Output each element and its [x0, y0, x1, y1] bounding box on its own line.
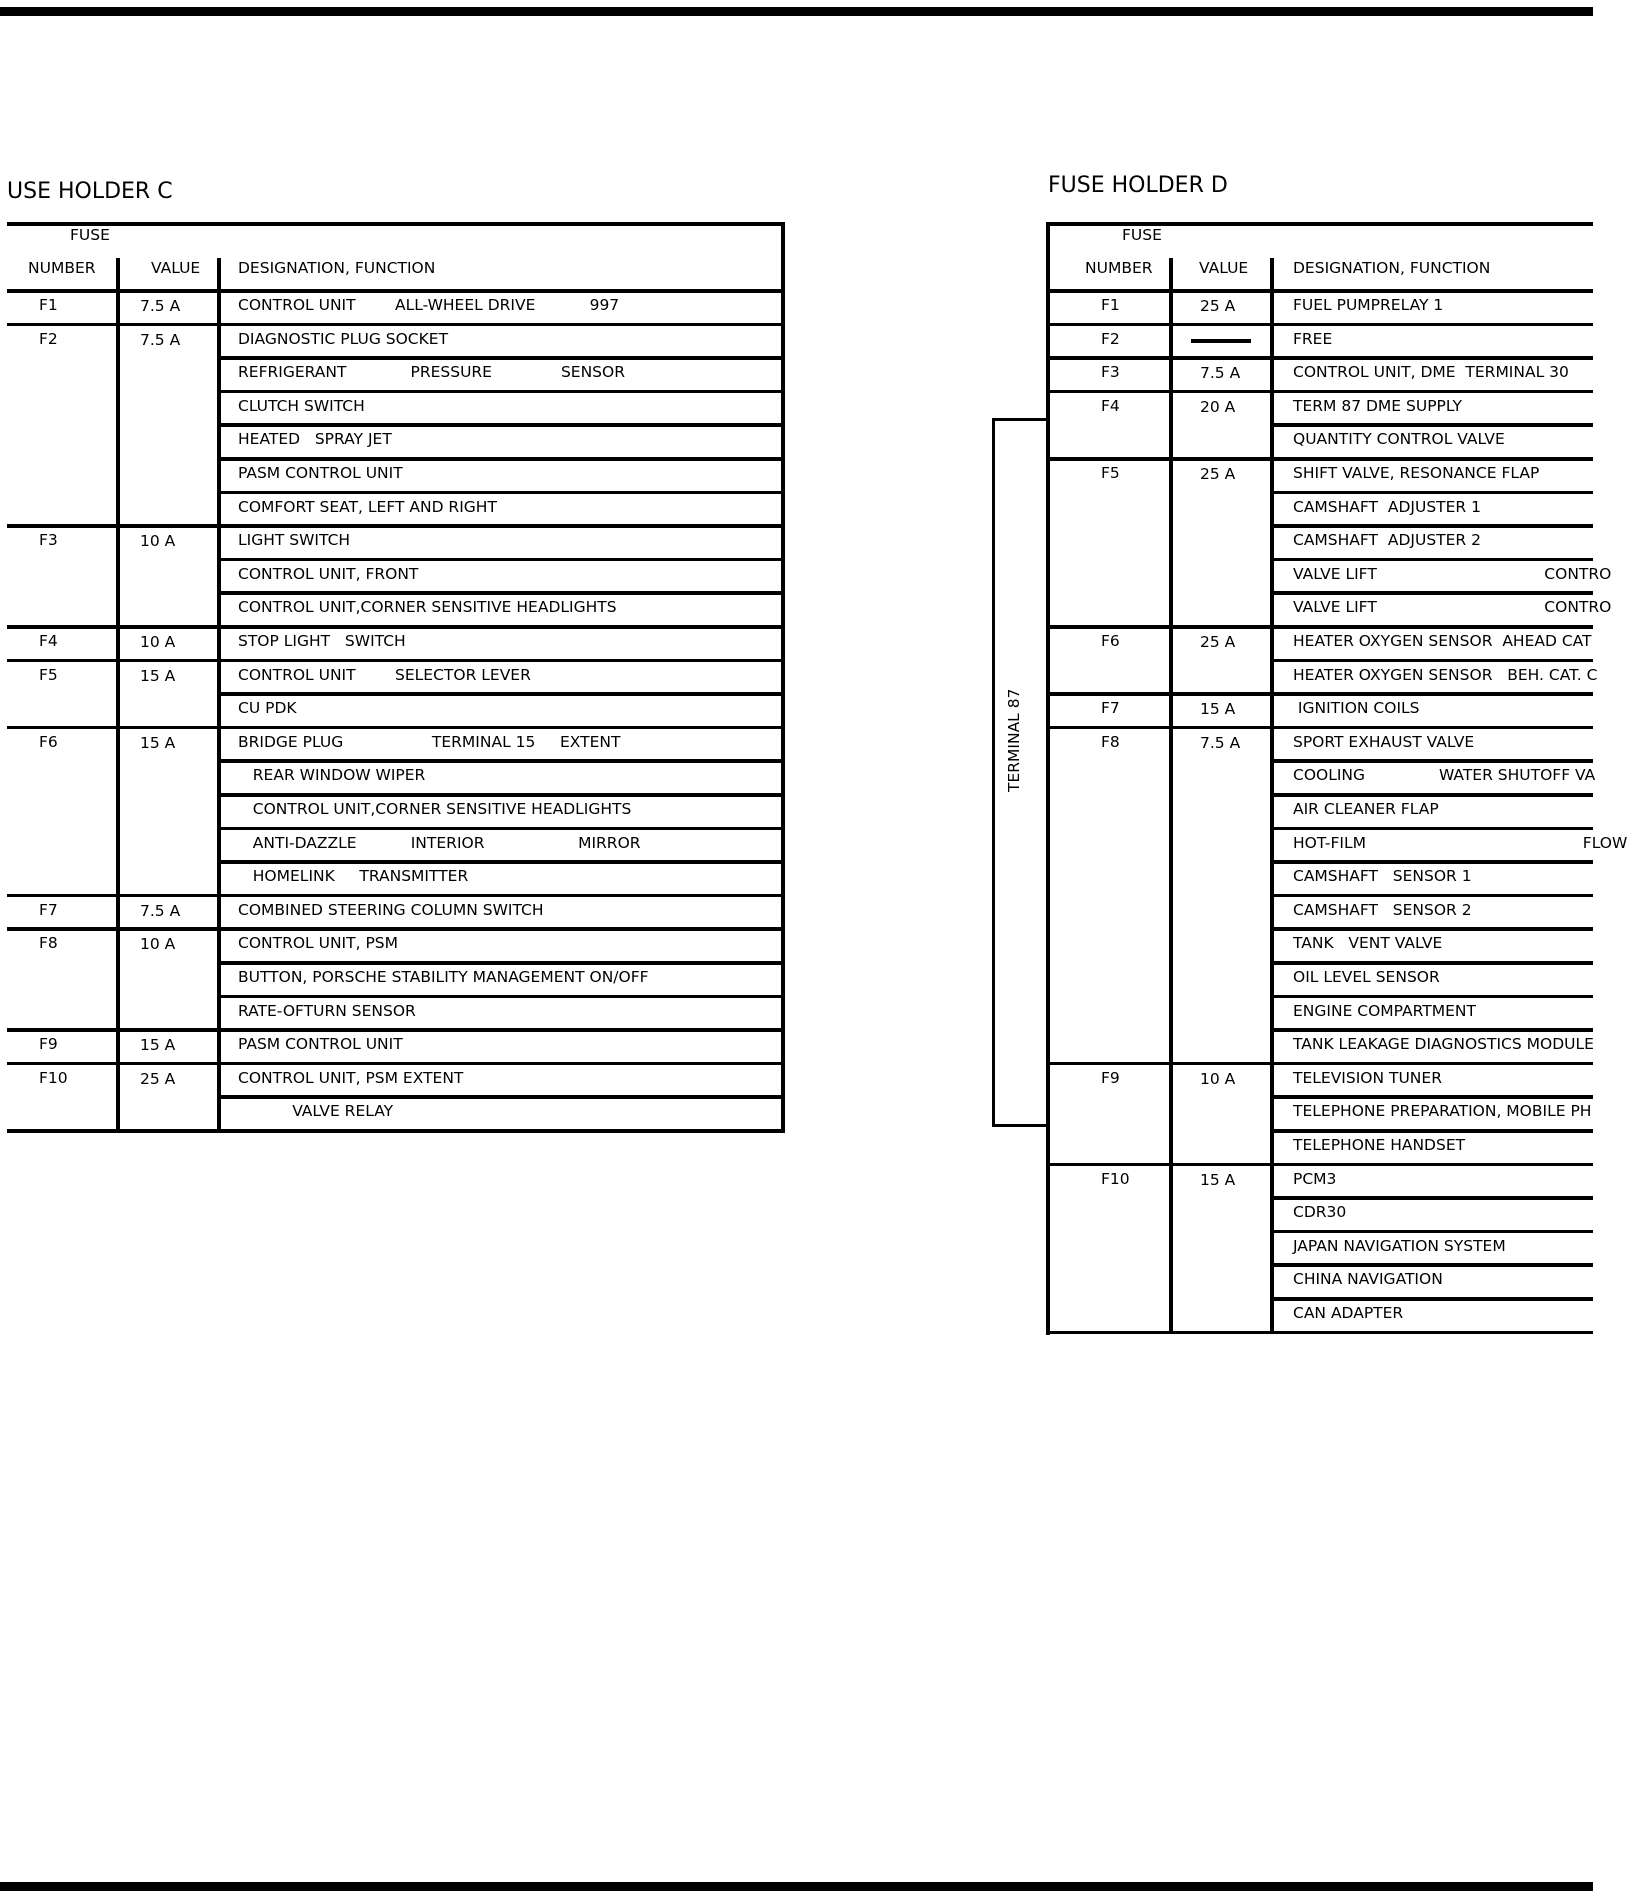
fuse-number: F7	[39, 900, 58, 919]
designation-text: OIL LEVEL SENSOR	[1293, 968, 1440, 986]
designation-separator	[1270, 1095, 1593, 1099]
fuse-number: F2	[39, 329, 58, 348]
fuse-number: F8	[1101, 732, 1120, 751]
fuse-number: F7	[1101, 699, 1120, 718]
designation-text: IGNITION COILS	[1293, 699, 1420, 718]
header-number: NUMBER	[1085, 259, 1153, 277]
column-line-value-designation	[1270, 258, 1274, 1334]
fuse-group-separator	[1046, 625, 1593, 629]
fuse-group-separator	[1046, 390, 1593, 394]
designation-text: CONTROL UNIT ALL-WHEEL DRIVE 997	[238, 296, 620, 314]
fuse-value: 25 A	[1200, 465, 1236, 483]
designation-text: TELEPHONE HANDSET	[1293, 1136, 1466, 1154]
fuse-value: 15 A	[1200, 700, 1236, 719]
designation-separator	[1270, 423, 1593, 427]
fuse-group-separator	[7, 726, 784, 730]
fuse-value: 7.5 A	[1200, 733, 1241, 752]
fuse-number: F6	[1101, 632, 1120, 650]
designation-text: TANK LEAKAGE DIAGNOSTICS MODULE	[1293, 1035, 1594, 1054]
header-value: VALUE	[151, 259, 201, 277]
designation-separator	[1270, 759, 1593, 763]
fuse-value: 7.5 A	[140, 901, 181, 920]
designation-text: SHIFT VALVE, RESONANCE FLAP	[1293, 464, 1540, 482]
fuse-number: F9	[39, 1035, 58, 1054]
column-line-number-value	[1169, 258, 1173, 1334]
table-right-border	[781, 222, 785, 1133]
designation-text: HOT-FILM FLOW	[1293, 833, 1627, 852]
header-number: NUMBER	[28, 259, 96, 277]
designation-separator	[217, 457, 784, 461]
fuse-number: F1	[39, 296, 58, 314]
designation-text: AIR CLEANER FLAP	[1293, 800, 1439, 818]
fuse-value: 25 A	[1200, 297, 1236, 315]
designation-text: FREE	[1293, 329, 1333, 348]
header-fuse: FUSE	[1122, 226, 1162, 244]
column-line-number-value	[116, 258, 120, 1132]
designation-separator	[1270, 591, 1593, 595]
designation-separator	[1270, 1196, 1593, 1200]
designation-separator	[1270, 961, 1593, 965]
fuse-group-separator	[7, 1028, 784, 1032]
designation-separator	[1270, 793, 1593, 797]
fuse-number: F3	[39, 531, 58, 550]
designation-text: COOLING WATER SHUTOFF VA	[1293, 766, 1596, 785]
designation-text: REAR WINDOW WIPER	[238, 766, 426, 785]
designation-separator	[217, 356, 784, 360]
table-bottom-border	[7, 1129, 784, 1133]
fuse-value: 20 A	[1200, 397, 1236, 416]
header-designation: DESIGNATION, FUNCTION	[1293, 259, 1491, 277]
designation-text: STOP LIGHT SWITCH	[238, 632, 406, 650]
designation-text: TANK VENT VALVE	[1293, 934, 1443, 953]
designation-separator	[217, 860, 784, 864]
fuse-number: F6	[39, 732, 58, 751]
designation-text: CAMSHAFT SENSOR 2	[1293, 900, 1472, 919]
fuse-number: F3	[1101, 363, 1120, 382]
fuse-holder-c-table	[7, 220, 784, 1140]
fuse-group-separator	[1046, 323, 1593, 327]
designation-text: TELEVISION TUNER	[1293, 1068, 1442, 1087]
designation-text: PASM CONTROL UNIT	[238, 1035, 403, 1054]
top-border-rule	[0, 7, 1593, 16]
fuse-group-separator	[7, 323, 784, 327]
fuse-number: F4	[39, 632, 58, 650]
designation-text: SPORT EXHAUST VALVE	[1293, 732, 1475, 751]
designation-text: TERM 87 DME SUPPLY	[1293, 396, 1462, 415]
fuse-group-separator	[7, 289, 784, 293]
fuse-value: 10 A	[140, 633, 176, 651]
designation-text: CU PDK	[238, 699, 297, 718]
designation-separator	[1270, 927, 1593, 931]
designation-text: CONTROL UNIT,CORNER SENSITIVE HEADLIGHTS	[238, 800, 632, 818]
fuse-number: F8	[39, 934, 58, 953]
designation-separator	[1270, 1129, 1593, 1133]
designation-text: CAMSHAFT ADJUSTER 2	[1293, 531, 1481, 550]
designation-text: HEATER OXYGEN SENSOR AHEAD CAT	[1293, 632, 1592, 650]
designation-separator	[1270, 558, 1593, 562]
designation-text: COMFORT SEAT, LEFT AND RIGHT	[238, 497, 497, 516]
fuse-value: 15 A	[140, 733, 176, 752]
header-fuse: FUSE	[70, 226, 110, 244]
designation-text: FUEL PUMPRELAY 1	[1293, 296, 1444, 314]
designation-separator	[217, 591, 784, 595]
fuse-number: F4	[1101, 396, 1120, 415]
designation-separator	[217, 692, 784, 696]
designation-text: BUTTON, PORSCHE STABILITY MANAGEMENT ON/OFF	[238, 968, 649, 986]
fuse-group-separator	[1046, 1062, 1593, 1066]
fuse-group-separator	[1046, 692, 1593, 696]
designation-text: DIAGNOSTIC PLUG SOCKET	[238, 329, 449, 348]
designation-separator	[1270, 827, 1593, 831]
designation-text: CONTROL UNIT, DME TERMINAL 30	[1293, 363, 1569, 382]
designation-separator	[217, 390, 784, 394]
fuse-group-separator	[7, 927, 784, 931]
fuse-group-separator	[1046, 356, 1593, 360]
fuse-value: 15 A	[140, 666, 176, 685]
designation-text: CAMSHAFT ADJUSTER 1	[1293, 497, 1481, 516]
fuse-group-separator	[1046, 1163, 1593, 1167]
designation-text: VALVE LIFT CONTRO	[1293, 598, 1612, 617]
designation-separator	[1270, 524, 1593, 528]
fuse-number: F1	[1101, 296, 1120, 314]
table-bottom-border	[1046, 1331, 1593, 1335]
designation-separator	[1270, 659, 1593, 663]
designation-text: CONTROL UNIT, PSM	[238, 934, 399, 953]
designation-text: CLUTCH SWITCH	[238, 396, 365, 415]
designation-separator	[1270, 1297, 1593, 1301]
fuse-group-separator	[1046, 289, 1593, 293]
designation-text: CONTROL UNIT, PSM EXTENT	[238, 1068, 464, 1087]
designation-separator	[217, 423, 784, 427]
designation-separator	[1270, 894, 1593, 898]
column-line-value-designation	[217, 258, 221, 1132]
header-designation: DESIGNATION, FUNCTION	[238, 259, 436, 277]
fuse-value: 15 A	[140, 1036, 176, 1055]
designation-text: ANTI-DAZZLE INTERIOR MIRROR	[238, 833, 641, 852]
designation-text: LIGHT SWITCH	[238, 531, 351, 550]
fuse-value: 25 A	[1200, 633, 1236, 651]
header-value: VALUE	[1199, 259, 1249, 277]
designation-text: VALVE RELAY	[238, 1102, 394, 1121]
designation-separator	[1270, 1230, 1593, 1234]
designation-text: TELEPHONE PREPARATION, MOBILE PH	[1293, 1102, 1592, 1121]
designation-separator	[217, 558, 784, 562]
table-left-border	[1046, 222, 1050, 1335]
fuse-value: 15 A	[1200, 1170, 1236, 1189]
designation-separator	[1270, 1263, 1593, 1267]
table-top-border	[1046, 222, 1593, 226]
fuse-number: F5	[1101, 464, 1120, 482]
fuse-number: F10	[39, 1068, 68, 1087]
designation-text: HEATED SPRAY JET	[238, 430, 392, 449]
designation-text: BRIDGE PLUG TERMINAL 15 EXTENT	[238, 732, 621, 751]
designation-separator	[217, 1095, 784, 1099]
fuse-value: 7.5 A	[140, 297, 181, 315]
fuse-group-separator	[1046, 457, 1593, 461]
designation-text: JAPAN NAVIGATION SYSTEM	[1293, 1236, 1506, 1255]
fuse-holder-c-title: USE HOLDER C	[7, 179, 173, 204]
designation-text: VALVE LIFT CONTRO	[1293, 564, 1612, 583]
fuse-value: 10 A	[140, 935, 176, 954]
designation-text: CONTROL UNIT SELECTOR LEVER	[238, 665, 531, 684]
designation-separator	[217, 961, 784, 965]
fuse-value: 7.5 A	[1200, 364, 1241, 383]
terminal-87-label: TERMINAL 87	[1005, 688, 1023, 792]
fuse-value-none-dash	[1191, 339, 1251, 343]
fuse-value: 10 A	[1200, 1069, 1236, 1088]
fuse-group-separator	[7, 524, 784, 528]
designation-text: HOMELINK TRANSMITTER	[238, 867, 469, 886]
designation-text: CDR30	[1293, 1203, 1347, 1222]
designation-separator	[1270, 491, 1593, 495]
designation-text: PCM3	[1293, 1169, 1337, 1188]
designation-text: CONTROL UNIT, FRONT	[238, 564, 419, 583]
designation-separator	[217, 793, 784, 797]
designation-separator	[1270, 860, 1593, 864]
designation-text: QUANTITY CONTROL VALVE	[1293, 430, 1505, 449]
fuse-number: F2	[1101, 329, 1120, 348]
fuse-value: 7.5 A	[140, 330, 181, 349]
designation-separator	[217, 827, 784, 831]
designation-text: CAMSHAFT SENSOR 1	[1293, 867, 1472, 886]
fuse-group-separator	[7, 659, 784, 663]
fuse-group-separator	[7, 894, 784, 898]
designation-separator	[217, 995, 784, 999]
designation-text: RATE-OFTURN SENSOR	[238, 1001, 416, 1020]
designation-separator	[1270, 1028, 1593, 1032]
fuse-value: 10 A	[140, 532, 176, 551]
designation-text: REFRIGERANT PRESSURE SENSOR	[238, 363, 625, 382]
designation-text: COMBINED STEERING COLUMN SWITCH	[238, 900, 544, 919]
fuse-holder-d-title: FUSE HOLDER D	[1048, 173, 1228, 198]
designation-text: ENGINE COMPARTMENT	[1293, 1001, 1476, 1020]
table-top-border	[7, 222, 784, 226]
fuse-number: F9	[1101, 1068, 1120, 1087]
fuse-group-separator	[7, 625, 784, 629]
designation-separator	[1270, 995, 1593, 999]
bottom-border-rule	[0, 1882, 1593, 1891]
fuse-group-separator	[1046, 726, 1593, 730]
designation-separator	[217, 491, 784, 495]
fuse-holder-d-table	[1046, 220, 1627, 1340]
fuse-number: F5	[39, 665, 58, 684]
designation-text: CONTROL UNIT,CORNER SENSITIVE HEADLIGHTS	[238, 598, 617, 617]
fuse-group-separator	[7, 1062, 784, 1066]
designation-text: HEATER OXYGEN SENSOR BEH. CAT. C	[1293, 665, 1598, 684]
designation-text: PASM CONTROL UNIT	[238, 464, 403, 482]
designation-separator	[217, 759, 784, 763]
designation-text: CHINA NAVIGATION	[1293, 1270, 1443, 1289]
fuse-number: F10	[1101, 1169, 1130, 1188]
fuse-value: 25 A	[140, 1069, 176, 1088]
designation-text: CAN ADAPTER	[1293, 1304, 1404, 1322]
